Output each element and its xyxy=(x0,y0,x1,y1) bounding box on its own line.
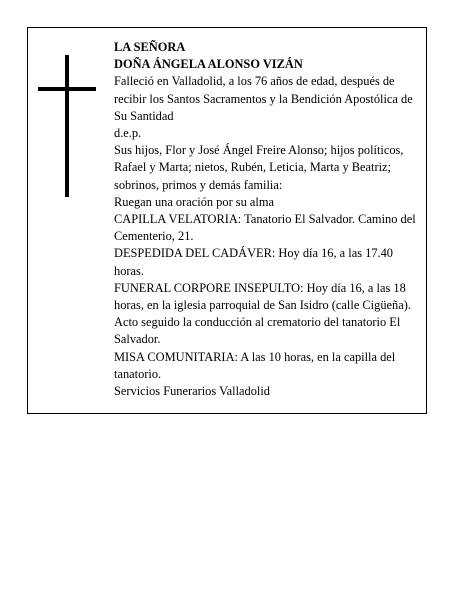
farewell-info: DESPEDIDA DEL CADÁVER: Hoy día 16, a las 17.40 horas. xyxy=(114,246,394,278)
mass-info: MISA COMUNITARIA: A las 10 horas, en la capilla del tanatorio. xyxy=(114,349,396,381)
funeral-services: Servicios Funerarios Valladolid xyxy=(114,384,271,399)
chapel-info: CAPILLA VELATORIA: Tanatorio El Salvador. Camino del Cementerio, 21. xyxy=(114,212,416,244)
cross-vertical-bar xyxy=(65,55,69,197)
notice-title: LA SEÑORA xyxy=(114,40,186,54)
death-statement: Falleció en Valladolid, a los 76 años de edad, después de recibir los Santos Sacramentos y la Bendición Apostólica de Su Santidad xyxy=(114,74,413,123)
cross-horizontal-bar xyxy=(38,87,96,91)
obituary-text xyxy=(114,39,424,400)
cross-icon xyxy=(38,55,96,197)
deceased-name: DOÑA ÁNGELA ALONSO VIZÁN xyxy=(114,57,303,72)
family-statement: Sus hijos, Flor y José Ángel Freire Alonso; hijos políticos, Rafael y Marta; nietos, Rubén, Leticia, Marta y Beatriz; sobrinos, primos y demás familia: xyxy=(114,143,404,192)
dep-abbreviation: d.e.p. xyxy=(114,126,142,141)
prayer-request: Ruegan una oración por su alma xyxy=(114,194,274,209)
funeral-info: FUNERAL CORPORE INSEPULTO: Hoy día 16, a las 18 horas, en la iglesia parroquial de San Isidro (calle Cigüeña). Acto seguido la conducción al crematorio del tanatorio El Salvador. xyxy=(114,280,411,347)
